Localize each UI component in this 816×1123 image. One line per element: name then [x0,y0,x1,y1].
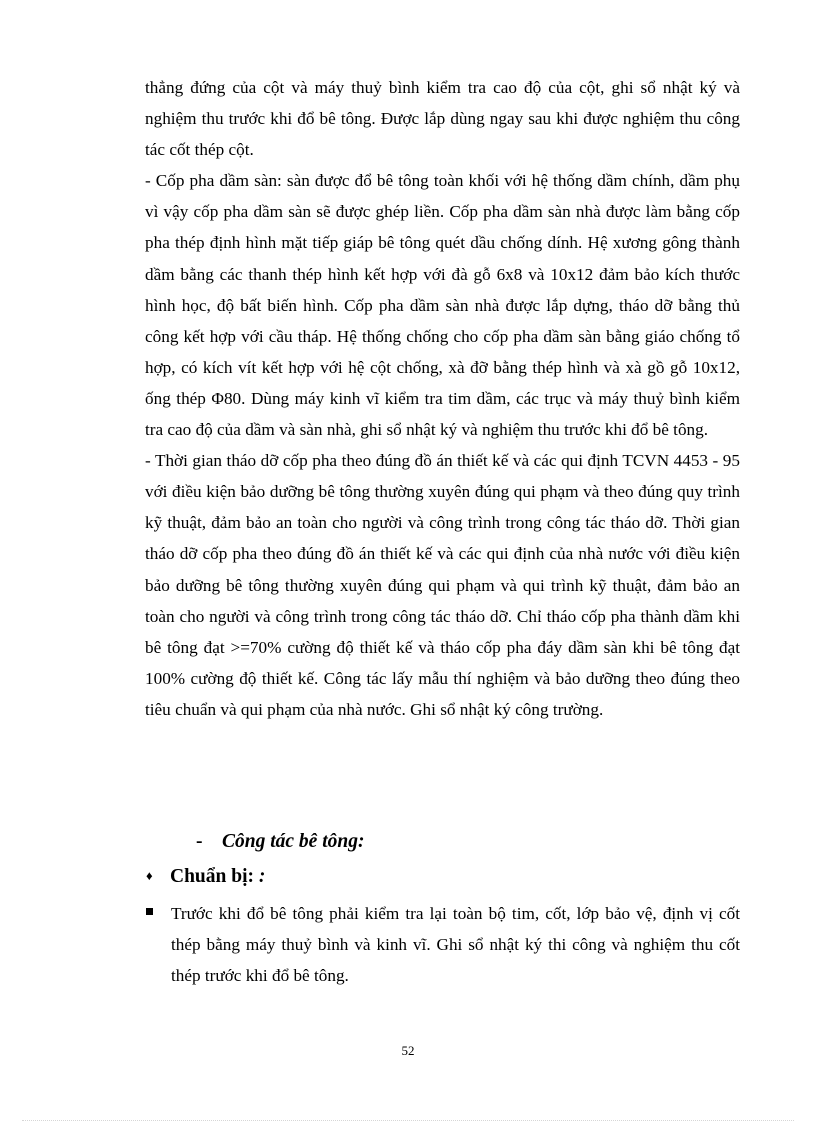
bullet-list [146,898,740,991]
page-number: 52 [401,1043,415,1058]
bullet-item-inspection: Trước khi đổ bê tông phải kiểm tra lại toàn bộ tim, cốt, lớp bảo vệ, định vị cốt thép bằng máy thuỷ bình và kinh vĩ. Ghi sổ nhật ký thi công và nghiệm thu cốt thép trước khi đổ bê tông. [171,904,740,986]
diamond-bullet-icon: ♦ [146,868,153,883]
paragraph-beam-slab-formwork: - Cốp pha dầm sàn: sàn được đổ bê tông toàn khối với hệ thống dầm chính, dầm phụ vì vậy cốp pha dầm sàn sẽ được ghép liền. Cốp pha dầm sàn nhà được làm bằng cốp pha thép định hình mặt tiếp giáp bê tông quét dầu chống dính. Hệ xương gông thành dầm bằng các thanh thép hình kết hợp với đà gỗ 6x8 và 10x12 đảm bảo kích thước hình học, độ bất biến hình. Cốp pha dầm sàn nhà được lắp dựng, tháo dỡ bằng thủ công kết hợp với cầu tháp. Hệ thống chống cho cốp pha dầm sàn bằng giáo chống tổ hợp, có kích vít kết hợp với hệ cột chống, xà đỡ bằng thép hình và xà gồ gỗ 10x12, ống thép Φ80. Dùng máy kinh vĩ kiểm tra tim dầm, các trục và máy thuỷ bình kiểm tra cao độ của dầm và sàn nhà, ghi sổ nhật ký và nghiệm thu trước khi đổ bê tông. [145,171,740,440]
subheading-text: Chuẩn bị: [170,866,259,887]
square-bullet-icon [146,908,153,915]
paragraph-formwork-removal: - Thời gian tháo dỡ cốp pha theo đúng đồ án thiết kế và các qui định TCVN 4453 - 95 với điều kiện bảo dưỡng bê tông thường xuyên đúng qui phạm và theo đúng quy trình kỹ thuật, đảm bảo an toàn cho người và công trình trong công tác tháo dỡ. Thời gian tháo dỡ cốp pha theo đúng đồ án thiết kế và các qui định của nhà nước với điều kiện bảo dưỡng bê tông thường xuyên đúng qui phạm và qui trình kỹ thuật, đảm bảo an toàn cho người và công trình trong công tác tháo dỡ. Chỉ tháo cốp pha thành dầm khi bê tông đạt >=70% cường độ thiết kế và tháo cốp pha đáy dầm sàn khi bê tông đạt 100% cường độ thiết kế. Công tác lấy mẫu thí nghiệm và bảo dưỡng theo đúng theo tiêu chuẩn và qui phạm của nhà nước. Ghi sổ nhật ký công trường. [145,451,740,719]
subheading-preparation [146,866,265,888]
body-text [145,72,740,725]
section-heading-concrete-work [196,831,364,853]
page-edge-divider [22,1120,794,1121]
heading-text: Công tác bê tông: [222,831,365,852]
paragraph-column-formwork-end: thẳng đứng của cột và máy thuỷ bình kiểm tra cao độ của cột, ghi sổ nhật ký và nghiệm thu trước khi đổ bê tông. Được lắp dùng ngay sau khi được nghiệm thu công tác cốt thép cột. [145,78,740,160]
subheading-suffix: : [258,866,266,887]
heading-dash: - [196,831,203,852]
